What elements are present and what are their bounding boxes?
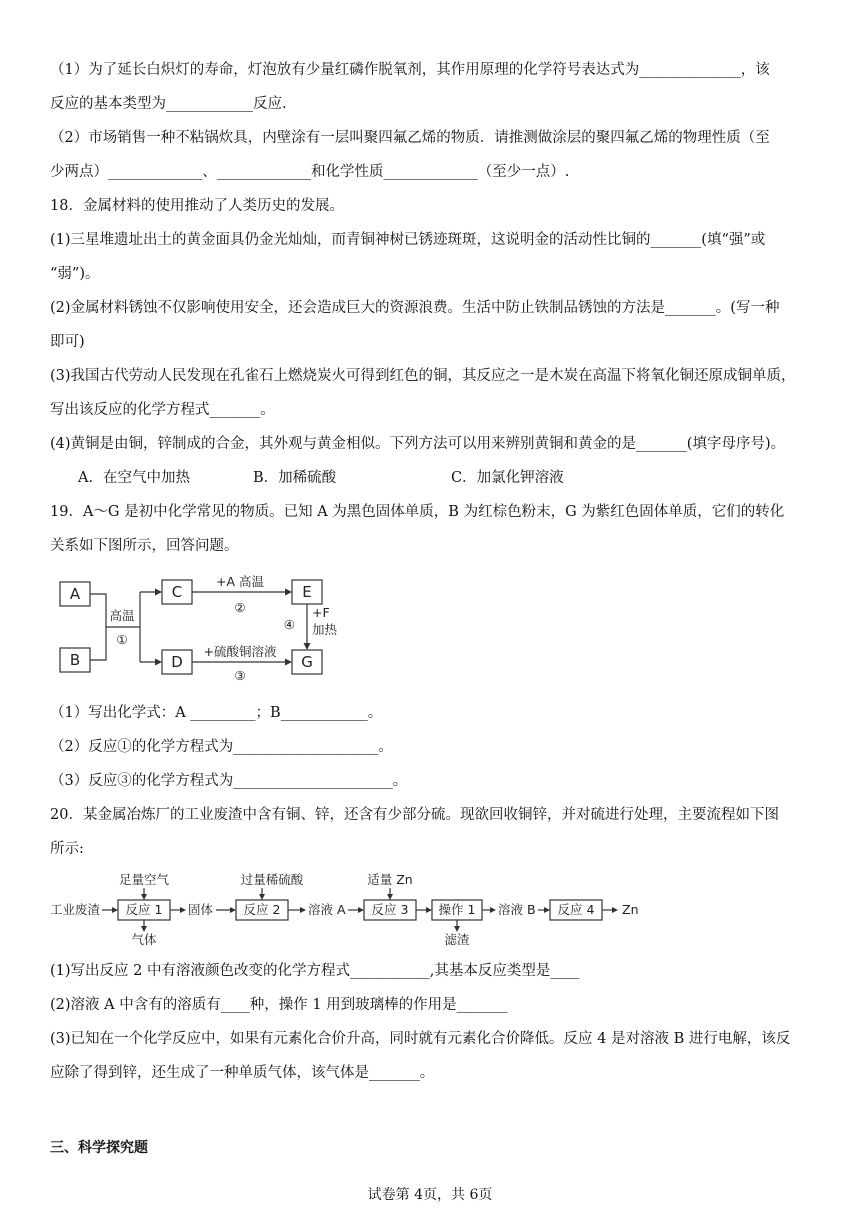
q20-stem-line1: 20．某金属冶炼厂的工业废渣中含有铜、锌，还含有少部分硫。现欲回收铜锌，并对硫进行处理，主要流程如下图 xyxy=(50,807,779,823)
reaction4-number: ④ xyxy=(283,617,295,632)
flow-r1: 反应 1 xyxy=(125,902,163,917)
flow-end: Zn xyxy=(622,902,639,917)
node-d-label: D xyxy=(171,653,183,671)
q18-sub2-line1: (2)金属材料锈蚀不仅影响使用安全，还会造成巨大的资源浪费。生活中防止铁制品锈蚀的方法是_______。(写一种 xyxy=(50,300,780,316)
q20-answer3-line2: 应除了得到锌，还生成了一种单质气体，该气体是_______。 xyxy=(50,1065,435,1081)
bracket-ab xyxy=(90,594,106,660)
q19-answer1: （1）写出化学式：A _________；B____________。 xyxy=(50,705,383,721)
q17-part2-line1: （2）市场销售一种不粘锅炊具，内壁涂有一层叫聚四氟乙烯的物质．请推测做涂层的聚四氟乙烯的物理性质（至 xyxy=(50,130,770,146)
q18-sub2-line2: 即可) xyxy=(50,334,85,350)
cond4b-label: 加热 xyxy=(312,622,338,637)
cond2-label: +A 高温 xyxy=(216,574,264,589)
q19-transformation-diagram xyxy=(50,572,350,684)
flow-op1-output: 滤渣 xyxy=(444,932,470,947)
q18-option-b: B．加稀硫酸 xyxy=(253,470,337,486)
node-g-label: G xyxy=(301,653,313,671)
flow-r4: 反应 4 xyxy=(557,902,595,917)
flow-start: 工业废渣 xyxy=(50,902,101,917)
section-heading: 三、科学探究题 xyxy=(50,1140,148,1156)
node-e-label: E xyxy=(302,583,312,601)
q18-sub1-line1: (1)三星堆遗址出土的黄金面具仍金光灿灿，而青铜神树已锈迹斑斑，这说明金的活动性比铜的_______(填“强”或 xyxy=(50,232,766,248)
q19-answer3: （3）反应③的化学方程式为______________________。 xyxy=(50,773,408,789)
q18-sub4: (4)黄铜是由铜，锌制成的合金，其外观与黄金相似。下列方法可以用来辨别黄铜和黄金的是_______(填字母序号)。 xyxy=(50,436,786,452)
flow-op1: 操作 1 xyxy=(438,902,476,917)
q18-sub3-line2: 写出该反应的化学方程式_______。 xyxy=(50,402,275,418)
node-b-label: B xyxy=(69,651,81,669)
q20-stem-line2: 所示: xyxy=(50,841,84,857)
q19-answer2: （2）反应①的化学方程式为____________________。 xyxy=(50,739,393,755)
cond3-label: +硫酸铜溶液 xyxy=(203,644,277,659)
q18-sub3-line1: (3)我国古代劳动人民发现在孔雀石上燃烧炭火可得到红色的铜，其反应之一是木炭在高温下将氧化铜还原成铜单质， xyxy=(50,368,796,384)
flow-r1-output: 气体 xyxy=(131,932,157,947)
q18-options xyxy=(78,468,820,488)
page-footer: 试卷第 4页，共 6页 xyxy=(367,1187,493,1203)
q20-answer1: (1)写出反应 2 中有溶液颜色改变的化学方程式___________,其基本反应类型是____ xyxy=(50,963,580,979)
flow-r3-input: 适量 Zn xyxy=(367,872,413,887)
reaction3-number: ③ xyxy=(234,668,246,683)
flow-solution-a: 溶液 A xyxy=(308,902,346,917)
cond4a-label: +F xyxy=(312,605,330,620)
reaction1-number: ① xyxy=(116,632,128,647)
flow-r2: 反应 2 xyxy=(243,902,281,917)
q17-part1-line1: （1）为了延长白炽灯的寿命，灯泡放有少量红磷作脱氧剂，其作用原理的化学符号表达式为______________，该 xyxy=(50,62,770,78)
q18-option-c: C．加氯化钾溶液 xyxy=(451,470,564,486)
node-a-label: A xyxy=(69,585,81,603)
flow-r3: 反应 3 xyxy=(371,902,409,917)
flow-solid: 固体 xyxy=(188,902,214,917)
q20-answer2: (2)溶液 A 中含有的溶质有____种，操作 1 用到玻璃棒的作用是_______ xyxy=(50,997,508,1013)
q18-option-a: A．在空气中加热 xyxy=(78,470,190,486)
cond1-label: 高温 xyxy=(109,608,135,623)
arrowhead-g2 xyxy=(304,643,311,650)
q17-part2-line2: 少两点）_____________、_____________和化学性质_____________（至少一点）. xyxy=(50,164,570,180)
flow-r1-input: 足量空气 xyxy=(118,872,170,887)
q18-sub1-line2: “弱”)。 xyxy=(50,266,100,282)
q19-stem-line1: 19．A～G 是初中化学常见的物质。已知 A 为黑色固体单质，B 为红棕色粉末，G 为紫红色固体单质，它们的转化 xyxy=(50,504,785,520)
arrowhead-e xyxy=(285,589,292,596)
flow-solution-b: 溶液 B xyxy=(498,902,536,917)
q20-process-flow xyxy=(48,868,668,950)
q19-stem-line2: 关系如下图所示，回答问题。 xyxy=(50,538,239,554)
q20-answer3-line1: (3)已知在一个化学反应中，如果有元素化合价升高，同时就有元素化合价降低。反应 4 是对溶液 B 进行电解，该反 xyxy=(50,1031,791,1047)
arrowhead-g1 xyxy=(285,659,292,666)
q17-part1-line2: 反应的基本类型为____________反应. xyxy=(50,96,287,112)
node-c-label: C xyxy=(171,583,183,601)
flow-r2-input: 过量稀硫酸 xyxy=(240,872,304,887)
arrowhead-c xyxy=(155,589,162,596)
reaction2-number: ② xyxy=(234,600,246,615)
q18-stem: 18．金属材料的使用推动了人类历史的发展。 xyxy=(50,198,344,214)
arrowhead-d xyxy=(155,659,162,666)
